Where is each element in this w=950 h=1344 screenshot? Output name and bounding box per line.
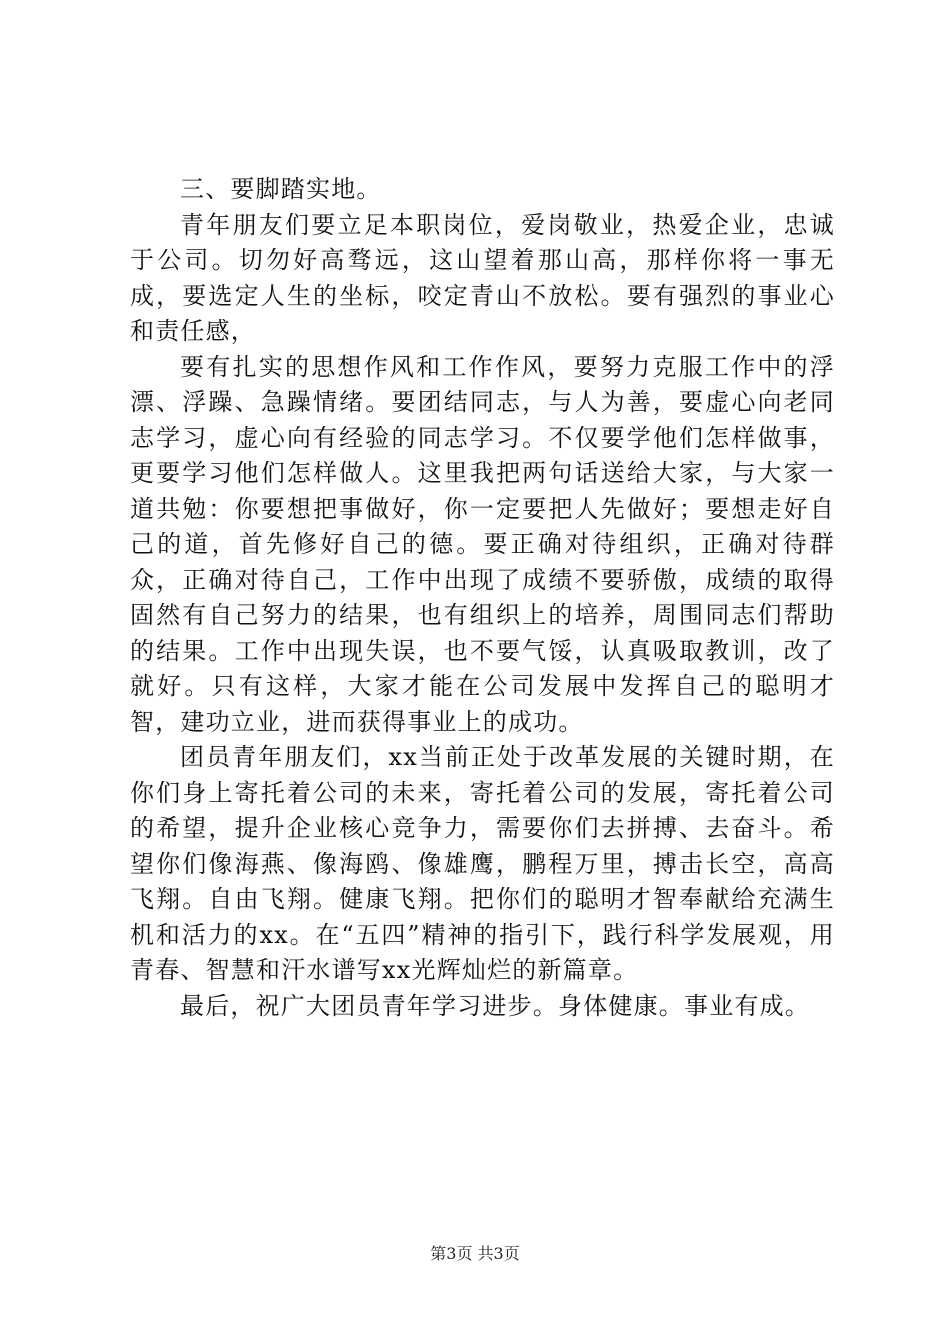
- body-paragraph: 团员青年朋友们，xx当前正处于改革发展的关键时期，在你们身上寄托着公司的未来，寄托着公司的发展，寄托着公司的希望，提升企业核心竞争力，需要你们去拼搏、去奋斗。希望你们像海燕、像海鸥、像雄鹰，鹏程万里，搏击长空，高高飞翔。自由飞翔。健康飞翔。把你们的聪明才智奉献给充满生机和活力的xx。在“五四”精神的指引下，践行科学发展观，用青春、智慧和汗水谱写xx光辉灿烂的新篇章。: [130, 743, 835, 984]
- body-paragraph: 青年朋友们要立足本职岗位，爱岗敬业，热爱企业，忠诚于公司。切勿好高骛远，这山望着那山高，那样你将一事无成，要选定人生的坐标，咬定青山不放松。要有强烈的事业心和责任感，: [130, 210, 835, 345]
- document-body: [130, 172, 835, 1024]
- page-number-footer: 第3页 共3页: [430, 1244, 520, 1263]
- body-paragraph: 要有扎实的思想作风和工作作风，要努力克服工作中的浮漂、浮躁、急躁情绪。要团结同志，与人为善，要虚心向老同志学习，虚心向有经验的同志学习。不仅要学他们怎样做事，更要学习他们怎样做人。这里我把两句话送给大家，与大家一道共勉：你要想把事做好，你一定要把人先做好；要想走好自己的道，首先修好自己的德。要正确对待组织，正确对待群众，正确对待自己，工作中出现了成绩不要骄傲，成绩的取得固然有自己努力的结果，也有组织上的培养，周围同志们帮助的结果。工作中出现失误，也不要气馁，认真吸取教训，改了就好。只有这样，大家才能在公司发展中发挥自己的聪明才智，建功立业，进而获得事业上的成功。: [130, 352, 835, 736]
- closing-paragraph: 最后，祝广大团员青年学习进步。身体健康。事业有成。: [180, 991, 810, 1020]
- section-heading-paragraph: 三、要脚踏实地。: [180, 175, 382, 203]
